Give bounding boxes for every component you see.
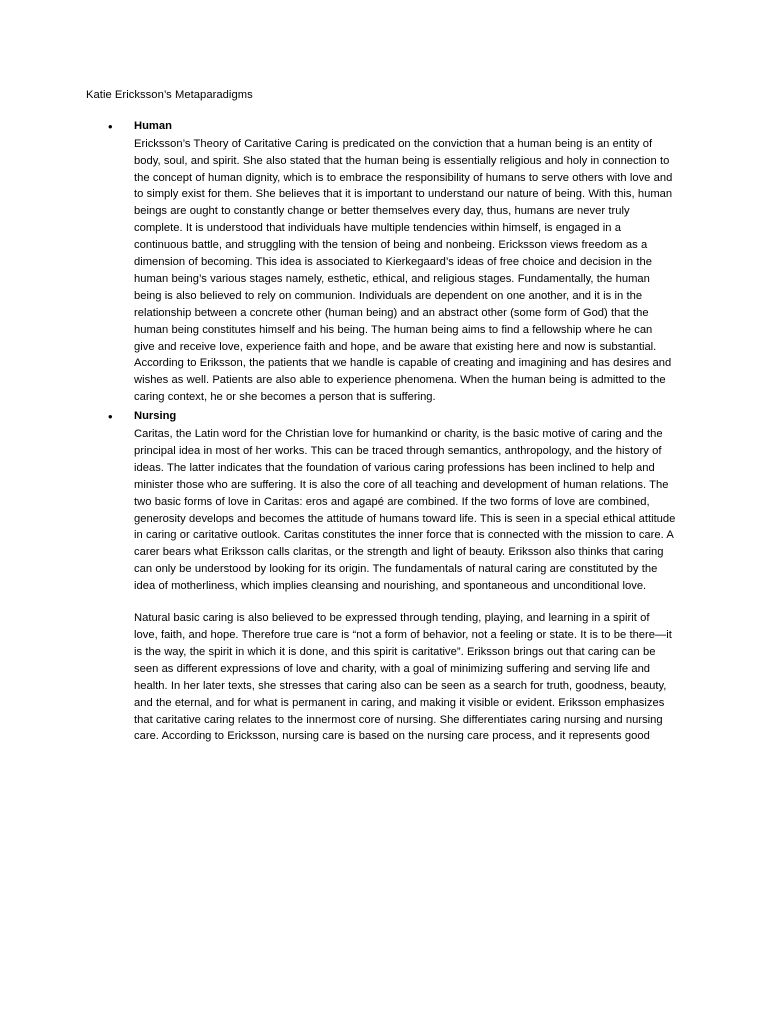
section-nursing (86, 408, 676, 745)
section-nursing-paragraph-2: Natural basic caring is also believed to be expressed through tending, playing, and learning in a spirit of love, faith, and hope. Therefore true care is “not a form of behavior, not a feeling or state. It is to be there—it is the way, the spirit in which it is done, and this spirit is caritative”. Eriksson brings out that caring can be seen as different expressions of love and charity, with a goal of minimizing suffering and serving life and health. In her later texts, she stresses that caring also can be seen as a search for truth, goodness, beauty, and the eternal, and for what is permanent in caring, and making it visible or evident. Eriksson emphasizes that caritative caring relates to the innermost core of nursing. She differentiates caring nursing and nursing care. According to Ericksson, nursing care is based on the nursing care process, and it represents good (134, 612, 672, 743)
bullet-icon: • (108, 409, 113, 425)
section-human-paragraph-1: Ericksson’s Theory of Caritative Caring is predicated on the conviction that a human being is an entity of body, soul, and spirit. She also stated that the human being is essentially religious and holy in connection to the concept of human dignity, which is to embrace the responsibility of humans to serve others with love and to simply exist for them. She believes that it is important to understand our nature of being. With this, human beings are ought to constantly change or better themselves every day, thus, humans are never truly complete. It is understood that individuals have multiple tendencies within himself, is engaged in a continuous battle, and struggling with the tension of being and nonbeing. Ericksson views freedom as a dimension of becoming. This idea is associated to Kierkegaard’s ideas of free choice and decision in the human being’s various stages namely, esthetic, ethical, and religious stages. Fundamentally, the human being is also believed to rely on communion. Individuals are dependent on one another, and it is in the relationship between a concrete other (human being) and an abstract other (some form of God) that the human being constitutes himself and his being. The human being aims to find a fellowship where he can give and receive love, experience faith and hope, and be aware that existing here and now is substantial. According to Eriksson, the patients that we handle is capable of creating and imagining and has desires and wishes as well. Patients are also able to experience phenomena. When the human being is admitted to the caring context, he or she becomes a person that is suffering. (134, 137, 673, 404)
section-heading-nursing: Nursing (134, 410, 177, 423)
page-title: Katie Ericksson’s Metaparadigms (86, 89, 253, 101)
section-heading-human: Human (134, 119, 172, 132)
section-human (86, 118, 676, 406)
section-nursing-paragraph-1: Caritas, the Latin word for the Christian love for humankind or charity, is the basic motive of caring and the principal idea in most of her works. This can be traced through semantics, anthropology, and the history of ideas. The latter indicates that the foundation of various caring professions has been inclined to help and minister those who are suffering. It is also the core of all teaching and development of human relations. The two basic forms of love in Caritas: eros and agapé are combined. If the two forms of love are combined, generosity develops and becomes the attitude of humans toward life. This is seen in a special ethical attitude in caring or caritative outlook. Caritas constitutes the inner force that is connected with the mission to care. A carer bears what Eriksson calls claritas, or the strength and light of beauty. Eriksson also thinks that caring can only be understood by looking for its origin. The fundamentals of natural caring are constituted by the idea of motherliness, which implies cleansing and nourishing, and spontaneous and unconditional love. (134, 428, 676, 593)
bullet-icon: • (108, 118, 113, 134)
